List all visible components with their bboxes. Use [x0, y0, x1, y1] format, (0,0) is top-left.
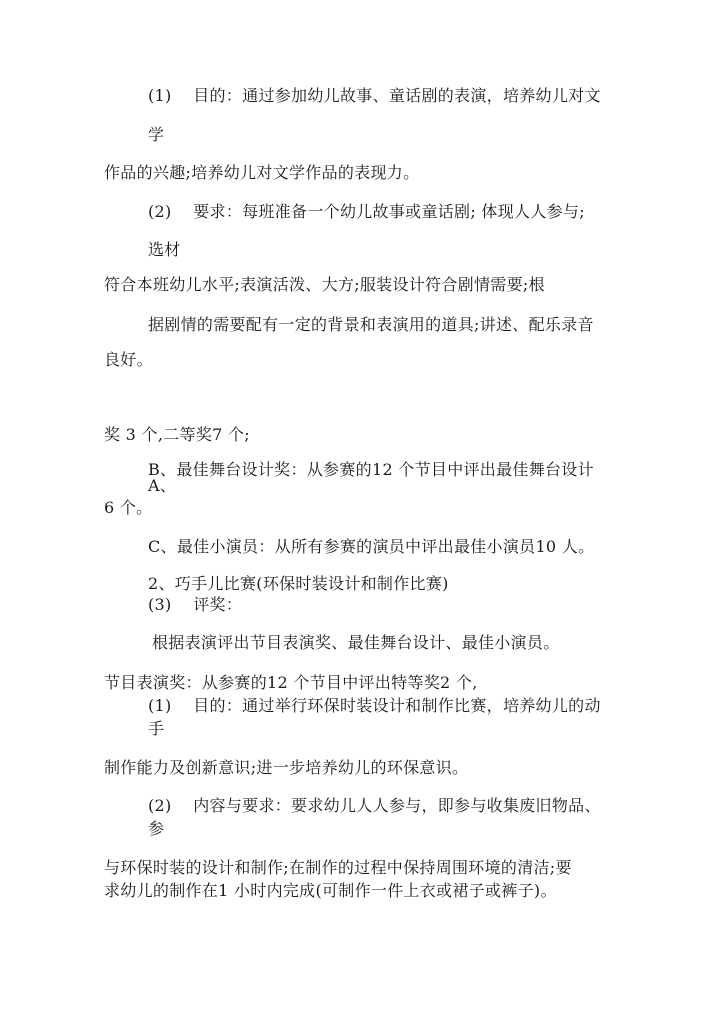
text-line: A、: [148, 476, 177, 495]
text-line: 学: [148, 125, 165, 144]
text-line: 与环保时装的设计和制作;在制作的过程中保持周围环境的清洁;要: [104, 858, 572, 877]
text-line: 6 个。: [104, 498, 153, 517]
text-line: (1) 目的：通过参加幼儿故事、童话剧的表演，培养幼儿对文: [148, 86, 601, 105]
text-line: 奖 3 个,二等奖7 个;: [104, 425, 250, 444]
text-line: 根据表演评出节目表演奖、最佳舞台设计、最佳小演员。: [152, 633, 560, 652]
text-line: B、最佳舞台设计奖：从参赛的12 个节目中评出最佳舞台设计: [148, 460, 594, 479]
text-line: (3) 评奖：: [148, 595, 243, 614]
text-line: 制作能力及创新意识;进一步培养幼儿的环保意识。: [104, 758, 469, 777]
text-line: 参: [148, 819, 165, 838]
text-line: 节目表演奖：从参赛的12 个节目中评出特等奖2 个,: [104, 673, 478, 692]
text-line: C、最佳小演员：从所有参赛的演员中评出最佳小演员10 人。: [148, 537, 595, 556]
text-line: 手: [148, 719, 165, 738]
text-line: 求幼儿的制作在1 小时内完成(可制作一件上衣或裙子或裤子)。: [104, 881, 557, 900]
text-line: (2) 内容与要求：要求幼儿人人参与，即参与收集废旧物品、: [148, 796, 601, 815]
text-line: 选材: [148, 240, 181, 259]
text-line: 据剧情的需要配有一定的背景和表演用的道具;讲述、配乐录音: [148, 315, 594, 334]
text-line: (1) 目的：通过举行环保时装设计和制作比赛，培养幼儿的动: [148, 696, 601, 715]
text-line: 符合本班幼儿水平;表演活泼、大方;服装设计符合剧情需要;根: [104, 275, 545, 294]
text-line: (2) 要求：每班准备一个幼儿故事或童话剧; 体现人人参与;: [148, 202, 585, 221]
text-line: 2、巧手儿比赛(环保时装设计和制作比赛): [148, 574, 449, 593]
text-line: 良好。: [104, 350, 153, 369]
text-line: 作品的兴趣;培养幼儿对文学作品的表现力。: [104, 163, 420, 182]
